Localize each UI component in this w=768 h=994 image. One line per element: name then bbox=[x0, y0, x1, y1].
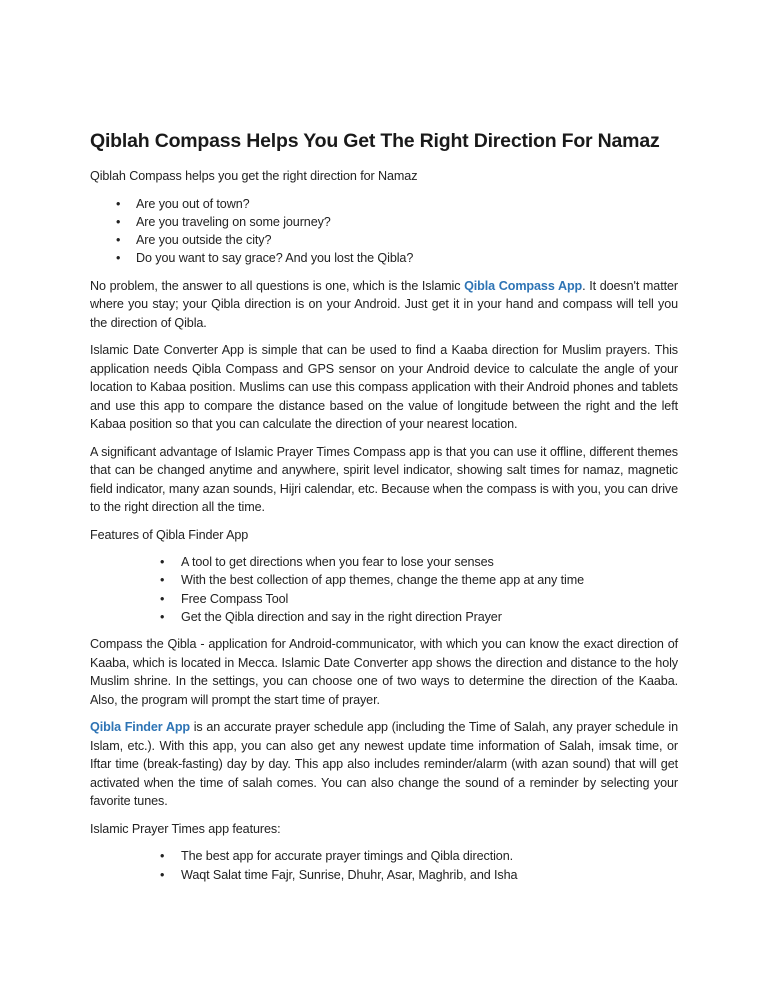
qibla-finder-app-link[interactable]: Qibla Finder App bbox=[90, 720, 191, 735]
list-item bbox=[90, 590, 678, 608]
list-item bbox=[90, 571, 678, 589]
list-item bbox=[90, 249, 678, 267]
list-item-text: With the best collection of app themes, change the theme app at any time bbox=[181, 573, 585, 588]
paragraph-answer bbox=[90, 277, 678, 333]
paragraph-advantage: A significant advantage of Islamic Prayer Times Compass app is that you can use it offline, different themes that can be changed anytime and anywhere, spirit level indicator, showing salt times for namaz, magnetic field indicator, many azan sounds, Hijri calendar, etc. Because when the compass is with you, you can drive to the right direction all the time. bbox=[90, 444, 678, 515]
qibla-compass-app-link[interactable]: Qibla Compass App bbox=[464, 278, 583, 293]
bullet-icon: • bbox=[160, 573, 165, 588]
questions-list bbox=[90, 195, 678, 268]
bullet-icon: • bbox=[160, 849, 165, 864]
bullet-icon: • bbox=[160, 591, 165, 606]
list-item-text: The best app for accurate prayer timings and Qibla direction. bbox=[181, 849, 514, 864]
bullet-icon: • bbox=[116, 251, 121, 266]
prayer-features-heading: Islamic Prayer Times app features: bbox=[90, 821, 281, 836]
prayer-features-list bbox=[90, 847, 678, 884]
paragraph-finder-app bbox=[90, 718, 678, 811]
intro-paragraph: Qiblah Compass helps you get the right direction for Namaz bbox=[90, 169, 418, 183]
list-item-text: Are you traveling on some journey? bbox=[136, 214, 331, 229]
paragraph-text: . It doesn't matter where you stay; your Qibla direction is on your Android. Just get it in your hand and compass will tell you the direction of Qibla. bbox=[90, 278, 678, 330]
list-item-text: Waqt Salat time Fajr, Sunrise, Dhuhr, Asar, Maghrib, and Isha bbox=[181, 867, 518, 882]
list-item-text: Do you want to say grace? And you lost the Qibla? bbox=[136, 251, 414, 266]
list-item-text: A tool to get directions when you fear to lose your senses bbox=[181, 555, 494, 570]
list-item-text: Get the Qibla direction and say in the right direction Prayer bbox=[181, 610, 502, 625]
list-item bbox=[90, 847, 678, 865]
list-item bbox=[90, 195, 678, 213]
list-item bbox=[90, 866, 678, 884]
paragraph-text: is an accurate prayer schedule app (including the Time of Salah, any prayer schedule in Islam, etc.). With this app, you can also get any newest update time information of Salah, imsak time, or Iftar time (break-fasting) day by day. This app also includes reminder/alarm (with azan sound) that will get activated when the time of salah comes. You can also change the sound of a reminder by selecting your favorite tunes. bbox=[90, 720, 679, 809]
bullet-icon: • bbox=[116, 233, 121, 248]
list-item bbox=[90, 553, 678, 571]
bullet-icon: • bbox=[160, 610, 165, 625]
list-item bbox=[90, 213, 678, 231]
list-item bbox=[90, 608, 678, 626]
bullet-icon: • bbox=[160, 555, 165, 570]
list-item-text: Are you out of town? bbox=[136, 196, 250, 211]
paragraph-text: No problem, the answer to all questions is one, which is the Islamic bbox=[90, 278, 465, 293]
bullet-icon: • bbox=[116, 214, 121, 229]
list-item-text: Free Compass Tool bbox=[181, 591, 289, 606]
bullet-icon: • bbox=[116, 196, 121, 211]
features-list bbox=[90, 553, 678, 626]
features-heading: Features of Qibla Finder App bbox=[90, 527, 249, 542]
list-item-text: Are you outside the city? bbox=[136, 233, 272, 248]
document-page bbox=[90, 128, 678, 893]
paragraph-compass-qibla: Compass the Qibla - application for Android-communicator, with which you can know the exact direction of Kaaba, which is located in Mecca. Islamic Date Converter app shows the direction and distance to the holy Muslim shrine. In the settings, you can choose one of two ways to determine the direction of the Kaaba. Also, the program will prompt the start time of prayer. bbox=[90, 637, 678, 707]
paragraph-date-converter: Islamic Date Converter App is simple that can be used to find a Kaaba direction for Muslim prayers. This application needs Qibla Compass and GPS sensor on your Android device to calculate the angle of your location to Kabaa position. Muslims can use this compass application with their Android phones and tablets and use this app to compare the distance based on the value of longitude between the right and the left Kabaa position so that you can calculate the direction of your nearest location. bbox=[90, 343, 678, 432]
list-item bbox=[90, 231, 678, 249]
document-title: Qiblah Compass Helps You Get The Right Direction For Namaz bbox=[90, 130, 660, 152]
bullet-icon: • bbox=[160, 867, 165, 882]
